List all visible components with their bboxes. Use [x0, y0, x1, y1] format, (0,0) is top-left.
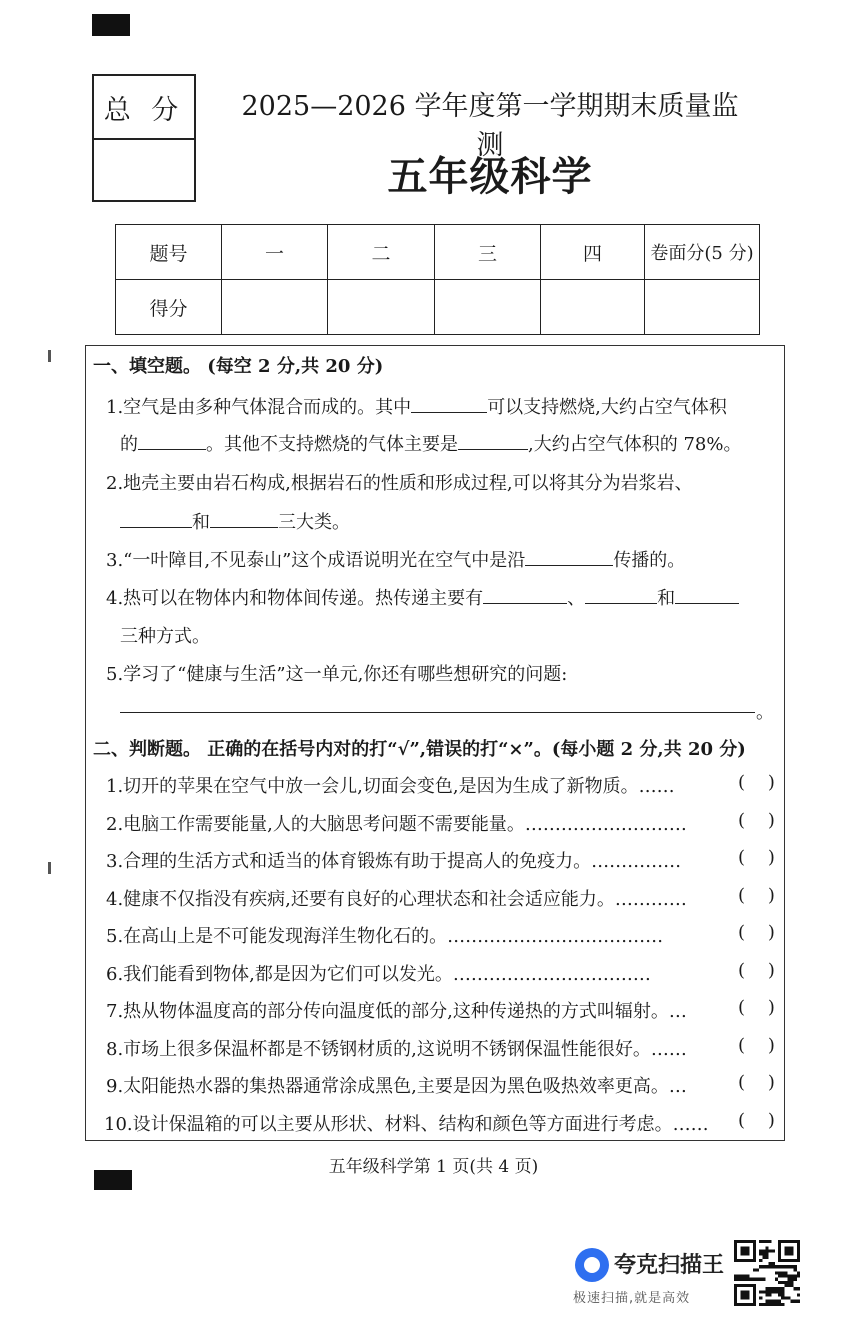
question-text: 三大类。 [278, 512, 350, 533]
question-4-line-2: 三种方式。 [120, 626, 210, 647]
answer-blank[interactable] [585, 585, 657, 604]
section-heading-fill-blank: 一、填空题。 (每空 2 分,共 20 分) [93, 356, 384, 377]
question-text: ,大约占空气体积的 78%。 [528, 434, 742, 455]
score-entry-cell [222, 280, 328, 335]
answer-parentheses[interactable]: ( ) [738, 1072, 775, 1093]
answer-parentheses[interactable]: ( ) [738, 959, 775, 981]
true-false-item: 6.我们能看到物体,都是因为它们可以发光。…………………………… [106, 963, 651, 985]
true-false-item: 1.切开的苹果在空气中放一会儿,切面会变色,是因为生成了新物质。…… [106, 776, 675, 797]
score-table-cell: 一 [222, 225, 328, 280]
question-text: 和 [192, 512, 210, 533]
true-false-item: 9.太阳能热水器的集热器通常涂成黑色,主要是因为黑色吸热效率更高。… [106, 1076, 687, 1097]
answer-parentheses[interactable]: ( ) [738, 847, 775, 868]
answer-blank[interactable] [483, 585, 567, 604]
score-table [115, 224, 760, 335]
question-text: 的 [120, 434, 138, 455]
question-text: 。其他不支持燃烧的气体主要是 [206, 434, 458, 455]
answer-blank[interactable] [411, 394, 487, 413]
answer-parentheses[interactable]: ( ) [738, 997, 775, 1018]
exam-subject: 五年级科学 [387, 153, 593, 200]
question-text: 1.空气是由多种气体混合而成的。其中 [106, 397, 412, 418]
scanner-brand-name: 夸克扫描王 [614, 1253, 725, 1278]
question-5: 5.学习了“健康与生活”这一单元,你还有哪些想研究的问题: [106, 664, 568, 685]
true-false-item: 8.市场上很多保温杯都是不锈钢材质的,这说明不锈钢保温性能很好。…… [106, 1038, 687, 1060]
answer-blank[interactable] [458, 431, 528, 450]
true-false-item: 4.健康不仅指没有疾病,还要有良好的心理状态和社会适应能力。………… [106, 888, 687, 910]
score-entry-cell [645, 280, 760, 335]
question-text: 4.热可以在物体内和物体间传递。热传递主要有 [106, 588, 484, 609]
score-table-cell: 四 [541, 225, 645, 280]
answer-blank[interactable] [120, 509, 192, 528]
scanner-logo-icon [575, 1248, 609, 1282]
question-text: 2.地壳主要由岩石构成,根据岩石的性质和形成过程,可以将其分为岩浆岩、 [106, 473, 693, 494]
score-table-cell: 卷面分(5 分) [645, 225, 760, 280]
score-table-cell: 得分 [116, 280, 222, 335]
score-table-cell: 二 [328, 225, 435, 280]
true-false-item: 2.电脑工作需要能量,人的大脑思考问题不需要能量。……………………… [106, 813, 687, 835]
answer-parentheses[interactable]: ( ) [738, 1109, 775, 1131]
true-false-item: 10.设计保温箱的可以主要从形状、材料、结构和颜色等方面进行考虑。…… [104, 1113, 709, 1135]
answer-parentheses[interactable]: ( ) [738, 884, 775, 906]
question-1-line-2 [120, 430, 741, 456]
page-footer: 五年级科学第 1 页(共 4 页) [328, 1157, 539, 1177]
true-false-item: 5.在高山上是不可能发现海洋生物化石的。……………………………… [106, 926, 664, 947]
answer-line-end: 。 [756, 702, 774, 723]
question-text: 传播的。 [613, 550, 686, 571]
answer-parentheses[interactable]: ( ) [738, 922, 775, 943]
question-1-line-1 [106, 393, 727, 419]
answer-blank[interactable] [210, 509, 278, 528]
scanner-slogan: 极速扫描,就是高效 [573, 1291, 691, 1306]
true-false-item: 7.热从物体温度高的部分传向温度低的部分,这种传递热的方式叫辐射。… [106, 1001, 687, 1022]
score-entry-cell [435, 280, 541, 335]
question-2-line-2 [120, 508, 350, 534]
question-text: 3.“一叶障目,不见泰山”这个成语说明光在空气中是沿 [106, 550, 526, 571]
total-score-label: 总 分 [94, 76, 194, 140]
answer-parentheses[interactable]: ( ) [738, 1034, 775, 1056]
question-text: 、 [567, 588, 586, 609]
exam-title: 2025—2026 学年度第一学期期末质量监测 [241, 91, 739, 161]
true-false-item: 3.合理的生活方式和适当的体育锻炼有助于提高人的免疫力。…………… [106, 851, 682, 872]
answer-blank[interactable] [675, 585, 739, 604]
question-3 [106, 546, 685, 572]
answer-parentheses[interactable]: ( ) [738, 809, 775, 831]
question-text: 可以支持燃烧,大约占空气体积 [487, 397, 727, 418]
score-table-cell: 三 [435, 225, 541, 280]
answer-blank[interactable] [525, 547, 613, 566]
score-entry-cell [541, 280, 645, 335]
answer-line[interactable] [120, 712, 755, 713]
question-text: 和 [657, 588, 676, 609]
total-score-box [92, 74, 196, 202]
margin-tick [48, 350, 51, 362]
score-table-score-row [116, 280, 760, 335]
qr-code-icon [734, 1240, 800, 1306]
question-4-line-1 [106, 584, 739, 610]
score-table-cell: 题号 [116, 225, 222, 280]
section-heading-true-false: 二、判断题。 正确的在括号内对的打“√”,错误的打“×”。(每小题 2 分,共 20 分) [93, 739, 746, 760]
margin-tick [48, 862, 51, 874]
corner-marker-top [92, 14, 130, 36]
answer-blank[interactable] [138, 431, 206, 450]
score-table-header-row [116, 225, 760, 280]
question-2-line-1 [106, 469, 693, 495]
score-entry-cell [328, 280, 435, 335]
answer-parentheses[interactable]: ( ) [738, 772, 775, 793]
